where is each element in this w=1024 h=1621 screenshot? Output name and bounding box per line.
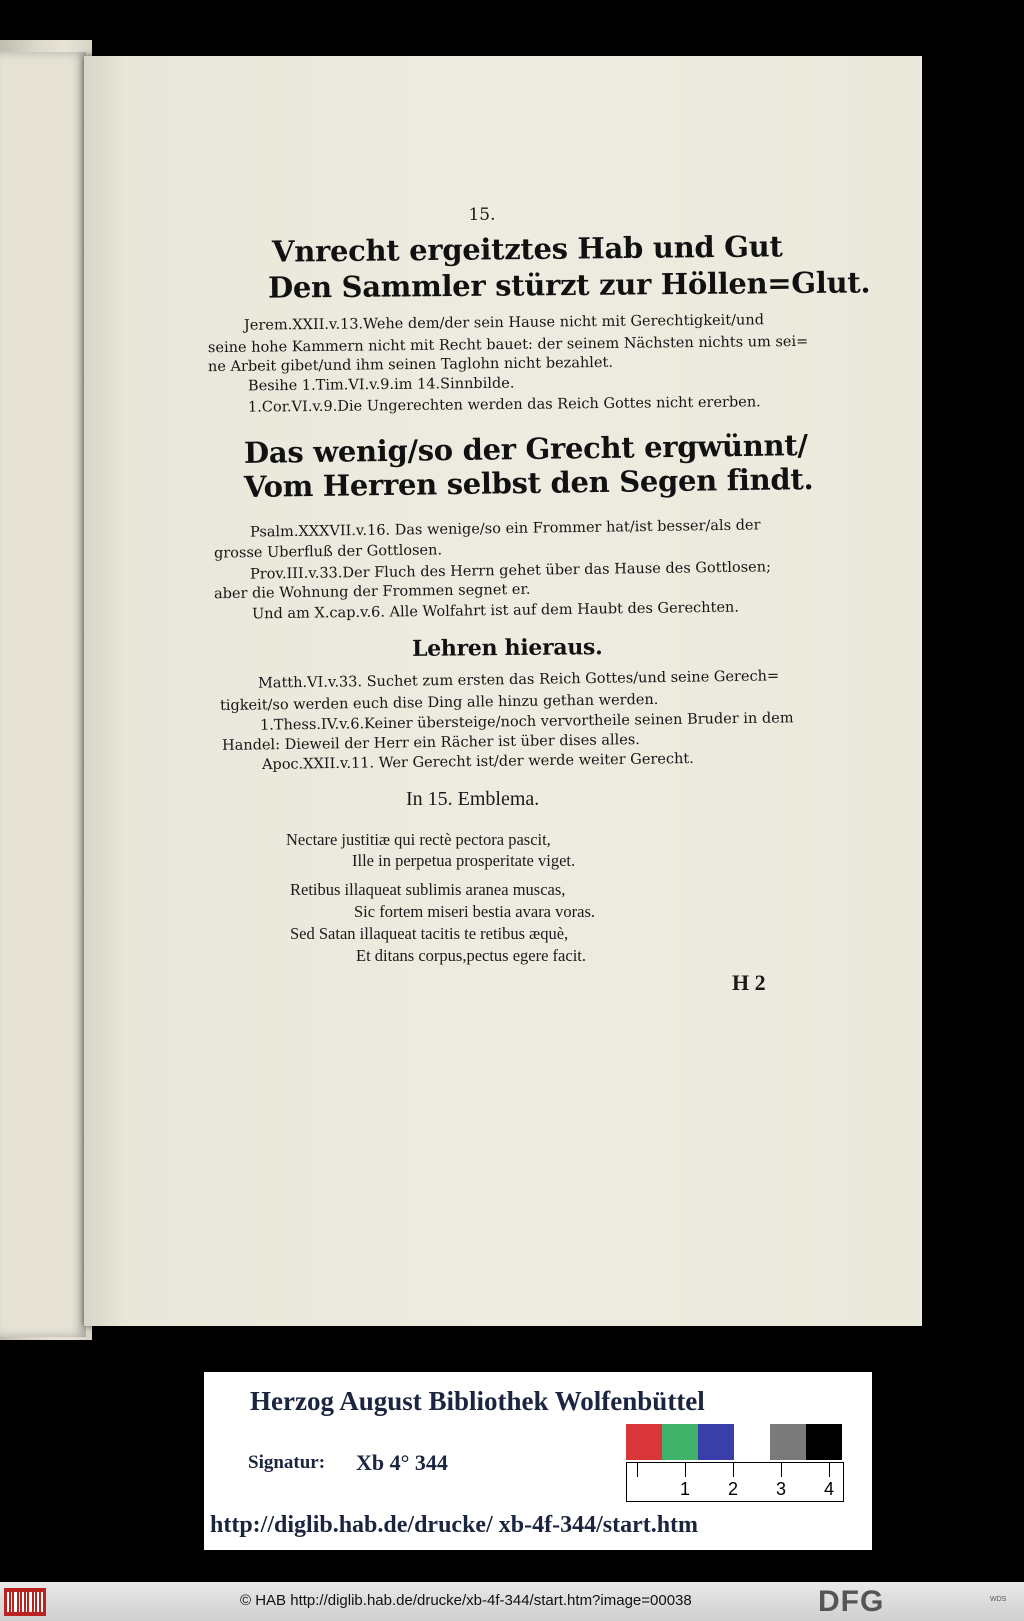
latin-verse: Retibus illaqueat sublimis aranea muscas, (290, 880, 566, 899)
dfg-logo: DFG (818, 1585, 885, 1618)
color-calibration-strip (626, 1424, 842, 1460)
block3-line: tigkeit/so werden euch dise Ding alle hinzu gethan werden. (219, 691, 659, 715)
footer-credit[interactable]: © HAB http://diglib.hab.de/drucke/xb-4f-344/start.htm?image=00038 (240, 1592, 692, 1609)
block1-line: 1.Cor.VI.v.9.Die Ungerechten werden das Reich Gottes nicht ererben. (247, 394, 761, 416)
block3-line: Matth.VI.v.33. Suchet zum ersten das Reich Gottes/und seine Gerech= (257, 668, 780, 692)
block3-line: Handel: Dieweil der Herr ein Rächer ist über dises alles. (221, 732, 640, 754)
block1-line: ne Arbeit gibet/und ihm seinen Taglohn nicht bezahlet. (207, 354, 614, 376)
latin-title: In 15. Emblema. (406, 788, 540, 810)
signature-mark: H 2 (732, 970, 766, 995)
block2-line: Psalm.XXXVII.v.16. Das wenige/so ein Frommer hat/ist besser/als der (249, 517, 761, 541)
ruler-number: 1 (679, 1479, 691, 1499)
color-swatch (626, 1424, 662, 1460)
latin-verse: Sed Satan illaqueat tacitis te retibus æquè, (290, 924, 569, 943)
headline-1-line-2: Den Sammler stürzt zur Höllen=Glut. (267, 265, 871, 305)
signatur-label: Signatur: (248, 1452, 326, 1473)
ruler-tick (829, 1463, 830, 1477)
latin-verse: Ille in perpetua prosperitate viget. (352, 851, 576, 870)
headline-2-line-1: Das wenig/so der Grecht ergwünnt/ (243, 428, 808, 470)
library-name: Herzog August Bibliothek Wolfenbüttel (250, 1386, 705, 1416)
block2-line: aber die Wohnung der Frommen segnet er. (213, 581, 531, 603)
color-swatch (698, 1424, 734, 1460)
block3-line: Apoc.XXII.v.11. Wer Gerecht ist/der werde weiter Gerecht. (261, 750, 694, 774)
small-mark: WDS (990, 1596, 1007, 1603)
color-swatch (734, 1424, 770, 1460)
ruler-tick (781, 1463, 782, 1477)
ruler-number: 4 (823, 1479, 835, 1499)
left-page (0, 52, 86, 1337)
color-swatch (806, 1424, 842, 1460)
viewer-footer (0, 1582, 1024, 1621)
color-swatch (662, 1424, 698, 1460)
headline-2-line-2: Vom Herren selbst den Segen findt. (243, 462, 814, 504)
block1-line: seine hohe Kammern nicht mit Recht bauet: der seinem Nächsten nichts um sei= (207, 333, 809, 357)
block2-line: grosse Uberfluß der Gottlosen. (213, 542, 443, 562)
catalog-url[interactable]: http://diglib.hab.de/drucke/ xb-4f-344/start.htm (210, 1512, 699, 1538)
latin-verse: Nectare justitiæ qui rectè pectora pascit, (286, 830, 551, 849)
library-label-card (204, 1372, 872, 1550)
ruler-tick (637, 1463, 638, 1477)
ruler-number: 2 (727, 1479, 739, 1499)
barcode-icon (4, 1588, 46, 1616)
latin-verse: Et ditans corpus,pectus egere facit. (356, 946, 586, 965)
signatur-value: Xb 4° 344 (356, 1450, 448, 1475)
block1-line: Besihe 1.Tim.VI.v.9.im 14.Sinnbilde. (247, 375, 515, 395)
ruler-tick (733, 1463, 734, 1477)
headline-3: Lehren hieraus. (411, 634, 603, 662)
block3-line: 1.Thess.IV.v.6.Keiner übersteige/noch vervortheile seinen Bruder in dem (259, 710, 794, 734)
scale-ruler (626, 1462, 844, 1502)
ruler-tick (685, 1463, 686, 1477)
headline-1-line-1: Vnrecht ergeitztes Hab und Gut (271, 229, 783, 269)
page-number: 15. (468, 205, 496, 225)
ruler-number: 3 (775, 1479, 787, 1499)
block2-line: Und am X.cap.v.6. Alle Wolfahrt ist auf dem Haubt des Gerechten. (251, 599, 740, 623)
block2-line: Prov.III.v.33.Der Fluch des Herrn gehet über das Hause des Gottlosen; (249, 559, 772, 583)
latin-verse: Sic fortem miseri bestia avara voras. (354, 902, 595, 921)
block1-line: Jerem.XXII.v.13.Wehe dem/der sein Hause nicht mit Gerechtigkeit/und (243, 312, 765, 334)
color-swatch (770, 1424, 806, 1460)
